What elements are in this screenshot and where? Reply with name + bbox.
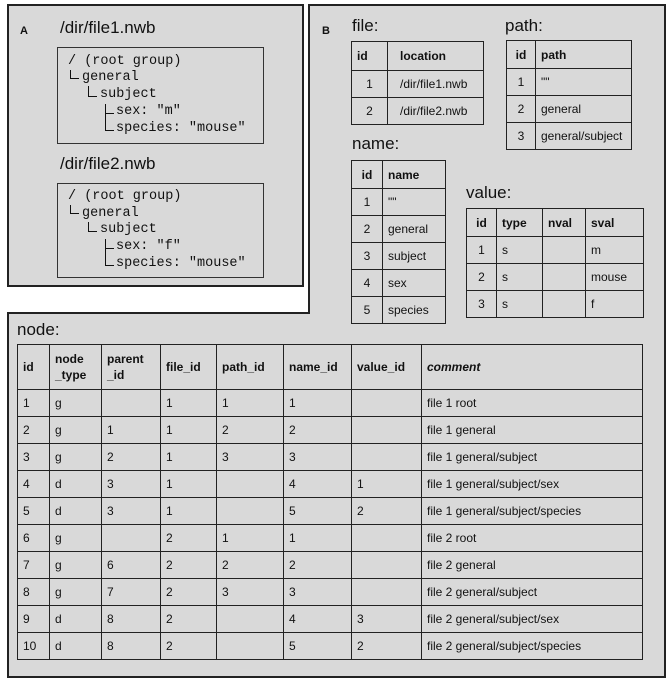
table-row bbox=[467, 264, 644, 291]
table-cell bbox=[543, 291, 586, 318]
table-cell bbox=[352, 552, 422, 579]
table-cell bbox=[217, 471, 284, 498]
table-row bbox=[467, 291, 644, 318]
value-table-header-row bbox=[467, 209, 644, 237]
table-cell: 1 bbox=[284, 390, 352, 417]
table-cell: 10 bbox=[18, 633, 50, 660]
table-cell: 1 bbox=[467, 237, 497, 264]
value-table bbox=[466, 208, 644, 318]
table-cell: 2 bbox=[161, 633, 217, 660]
table-cell: file 2 general/subject/species bbox=[422, 633, 643, 660]
table-cell bbox=[352, 390, 422, 417]
table-cell: g bbox=[50, 444, 102, 471]
file1-branch-species bbox=[105, 112, 114, 131]
table-cell: general bbox=[536, 96, 632, 123]
table-cell: 3 bbox=[352, 243, 383, 270]
file2-branch-general bbox=[70, 205, 79, 214]
table-cell bbox=[543, 264, 586, 291]
table-cell: s bbox=[497, 264, 543, 291]
table-cell bbox=[102, 390, 161, 417]
table-cell: general/subject bbox=[536, 123, 632, 150]
table-row bbox=[507, 123, 632, 150]
file-table-header-row bbox=[352, 42, 484, 71]
node-header-path-id: path_id bbox=[217, 345, 284, 390]
table-cell: 5 bbox=[284, 633, 352, 660]
table-cell: 3 bbox=[217, 579, 284, 606]
table-cell: 4 bbox=[284, 606, 352, 633]
table-cell: 2 bbox=[352, 633, 422, 660]
table-row bbox=[18, 444, 643, 471]
table-cell: 8 bbox=[102, 606, 161, 633]
table-cell: 1 bbox=[161, 471, 217, 498]
table-cell: /dir/file1.nwb bbox=[388, 71, 484, 98]
table-cell: 2 bbox=[217, 417, 284, 444]
table-cell: 1 bbox=[161, 444, 217, 471]
table-cell: 2 bbox=[18, 417, 50, 444]
name-header-name: name bbox=[383, 161, 446, 189]
table-row bbox=[18, 417, 643, 444]
value-header-nval: nval bbox=[543, 209, 586, 237]
path-table-header-row bbox=[507, 41, 632, 69]
file2-title: /dir/file2.nwb bbox=[60, 154, 156, 173]
table-row bbox=[352, 297, 446, 324]
table-cell: s bbox=[497, 237, 543, 264]
table-cell bbox=[217, 633, 284, 660]
table-cell: file 1 general/subject/species bbox=[422, 498, 643, 525]
value-header-id: id bbox=[467, 209, 497, 237]
table-cell: 3 bbox=[18, 444, 50, 471]
file2-general-line: general bbox=[82, 206, 139, 221]
table-cell: 3 bbox=[217, 444, 284, 471]
table-cell: file 1 root bbox=[422, 390, 643, 417]
file1-sex-line: sex: "m" bbox=[116, 104, 181, 119]
path-header-id: id bbox=[507, 41, 536, 69]
table-cell: 6 bbox=[102, 552, 161, 579]
table-cell: d bbox=[50, 471, 102, 498]
name-header-id: id bbox=[352, 161, 383, 189]
table-cell: file 1 general bbox=[422, 417, 643, 444]
name-table bbox=[351, 160, 446, 324]
table-cell: 1 bbox=[102, 417, 161, 444]
file-header-id: id bbox=[352, 42, 388, 71]
table-cell: 4 bbox=[352, 270, 383, 297]
table-cell: s bbox=[497, 291, 543, 318]
table-cell: /dir/file2.nwb bbox=[388, 98, 484, 125]
table-cell: 2 bbox=[161, 525, 217, 552]
table-cell: 2 bbox=[352, 216, 383, 243]
file-table bbox=[351, 41, 484, 125]
file1-branch-subject bbox=[88, 86, 97, 97]
table-cell bbox=[217, 606, 284, 633]
table-cell: 1 bbox=[161, 417, 217, 444]
table-cell: 1 bbox=[161, 498, 217, 525]
table-cell: general bbox=[383, 216, 446, 243]
table-cell: 2 bbox=[284, 552, 352, 579]
file1-tree bbox=[57, 47, 264, 144]
table-cell: 2 bbox=[352, 498, 422, 525]
node-table bbox=[17, 344, 643, 660]
table-cell: 1 bbox=[507, 69, 536, 96]
node-table-header-row bbox=[18, 345, 643, 390]
table-cell bbox=[352, 444, 422, 471]
file1-branch-general bbox=[70, 70, 79, 79]
table-row bbox=[467, 237, 644, 264]
table-cell: 7 bbox=[18, 552, 50, 579]
table-cell: file 2 root bbox=[422, 525, 643, 552]
node-table-title: node: bbox=[17, 320, 60, 339]
file-table-title: file: bbox=[352, 16, 379, 35]
table-cell: 1 bbox=[284, 525, 352, 552]
table-cell: g bbox=[50, 552, 102, 579]
table-cell: mouse bbox=[586, 264, 644, 291]
table-row bbox=[507, 69, 632, 96]
name-table-title: name: bbox=[352, 134, 400, 153]
node-table-body bbox=[18, 390, 643, 660]
file2-tree bbox=[57, 183, 264, 278]
file2-root-line: / (root group) bbox=[68, 189, 182, 204]
node-header-value-id: value_id bbox=[352, 345, 422, 390]
file1-subject-line: subject bbox=[100, 87, 157, 102]
table-cell: 6 bbox=[18, 525, 50, 552]
file1-species-line: species: "mouse" bbox=[116, 121, 246, 136]
table-cell: 5 bbox=[284, 498, 352, 525]
table-cell: 4 bbox=[18, 471, 50, 498]
name-table-header-row bbox=[352, 161, 446, 189]
table-cell: 2 bbox=[161, 606, 217, 633]
node-header-name-id: name_id bbox=[284, 345, 352, 390]
table-cell bbox=[217, 498, 284, 525]
table-cell bbox=[543, 237, 586, 264]
table-cell: 3 bbox=[507, 123, 536, 150]
table-row bbox=[507, 96, 632, 123]
table-row bbox=[18, 606, 643, 633]
file2-branch-species bbox=[105, 247, 114, 266]
table-cell: file 2 general bbox=[422, 552, 643, 579]
table-cell: 4 bbox=[284, 471, 352, 498]
panel-a-letter: A bbox=[20, 25, 28, 37]
table-cell: 3 bbox=[284, 579, 352, 606]
table-cell: m bbox=[586, 237, 644, 264]
table-cell: 5 bbox=[18, 498, 50, 525]
table-cell bbox=[352, 525, 422, 552]
table-cell: 8 bbox=[18, 579, 50, 606]
table-cell: 1 bbox=[217, 525, 284, 552]
table-cell: 1 bbox=[352, 71, 388, 98]
table-cell: 5 bbox=[352, 297, 383, 324]
table-cell: g bbox=[50, 579, 102, 606]
table-cell bbox=[102, 525, 161, 552]
file1-title: /dir/file1.nwb bbox=[60, 18, 156, 37]
path-table bbox=[506, 40, 632, 150]
table-cell: 2 bbox=[284, 417, 352, 444]
table-cell: 1 bbox=[352, 471, 422, 498]
table-row bbox=[352, 216, 446, 243]
node-header-file-id: file_id bbox=[161, 345, 217, 390]
file2-subject-line: subject bbox=[100, 222, 157, 237]
file2-branch-subject bbox=[88, 222, 97, 232]
table-cell: 2 bbox=[467, 264, 497, 291]
table-cell: species bbox=[383, 297, 446, 324]
table-cell: sex bbox=[383, 270, 446, 297]
table-cell bbox=[352, 579, 422, 606]
table-row bbox=[18, 552, 643, 579]
table-cell: 1 bbox=[352, 189, 383, 216]
table-cell: 3 bbox=[102, 471, 161, 498]
panel-b-letter: B bbox=[322, 25, 330, 37]
node-header-node-type: node _type bbox=[50, 345, 102, 390]
path-header-path: path bbox=[536, 41, 632, 69]
table-cell: 2 bbox=[352, 98, 388, 125]
table-cell: subject bbox=[383, 243, 446, 270]
table-cell: 3 bbox=[102, 498, 161, 525]
table-cell: "" bbox=[536, 69, 632, 96]
node-header-id: id bbox=[18, 345, 50, 390]
file1-general-line: general bbox=[82, 70, 139, 85]
value-header-sval: sval bbox=[586, 209, 644, 237]
table-cell: d bbox=[50, 633, 102, 660]
table-cell: file 2 general/subject/sex bbox=[422, 606, 643, 633]
table-cell: 2 bbox=[102, 444, 161, 471]
table-cell: 2 bbox=[217, 552, 284, 579]
table-cell: g bbox=[50, 417, 102, 444]
node-header-comment: comment bbox=[422, 345, 643, 390]
table-cell: 2 bbox=[507, 96, 536, 123]
table-cell: file 1 general/subject bbox=[422, 444, 643, 471]
table-row bbox=[18, 471, 643, 498]
file2-sex-line: sex: "f" bbox=[116, 239, 181, 254]
table-row bbox=[352, 270, 446, 297]
file1-root-line: / (root group) bbox=[68, 54, 182, 69]
table-cell: 1 bbox=[161, 390, 217, 417]
table-cell: 2 bbox=[161, 579, 217, 606]
table-cell: file 2 general/subject bbox=[422, 579, 643, 606]
table-cell bbox=[352, 417, 422, 444]
table-cell: g bbox=[50, 390, 102, 417]
table-cell: f bbox=[586, 291, 644, 318]
table-row bbox=[352, 98, 484, 125]
table-row bbox=[18, 579, 643, 606]
table-cell: 3 bbox=[467, 291, 497, 318]
table-row bbox=[18, 525, 643, 552]
table-cell: 2 bbox=[161, 552, 217, 579]
table-row bbox=[18, 498, 643, 525]
table-cell: 9 bbox=[18, 606, 50, 633]
table-cell: 7 bbox=[102, 579, 161, 606]
table-row bbox=[352, 189, 446, 216]
node-panel-top-border bbox=[7, 312, 310, 314]
path-table-title: path: bbox=[505, 16, 543, 35]
value-header-type: type bbox=[497, 209, 543, 237]
table-cell: 1 bbox=[18, 390, 50, 417]
table-row bbox=[352, 243, 446, 270]
table-cell: g bbox=[50, 525, 102, 552]
file2-species-line: species: "mouse" bbox=[116, 256, 246, 271]
file-header-location: location bbox=[388, 42, 484, 71]
table-cell: file 1 general/subject/sex bbox=[422, 471, 643, 498]
table-cell: 8 bbox=[102, 633, 161, 660]
table-cell: d bbox=[50, 606, 102, 633]
value-table-title: value: bbox=[466, 183, 512, 202]
node-header-parent-id: parent _id bbox=[102, 345, 161, 390]
table-cell: d bbox=[50, 498, 102, 525]
table-row bbox=[352, 71, 484, 98]
table-cell: 3 bbox=[352, 606, 422, 633]
table-cell: 3 bbox=[284, 444, 352, 471]
table-cell: 1 bbox=[217, 390, 284, 417]
table-cell: "" bbox=[383, 189, 446, 216]
table-row bbox=[18, 390, 643, 417]
table-row bbox=[18, 633, 643, 660]
